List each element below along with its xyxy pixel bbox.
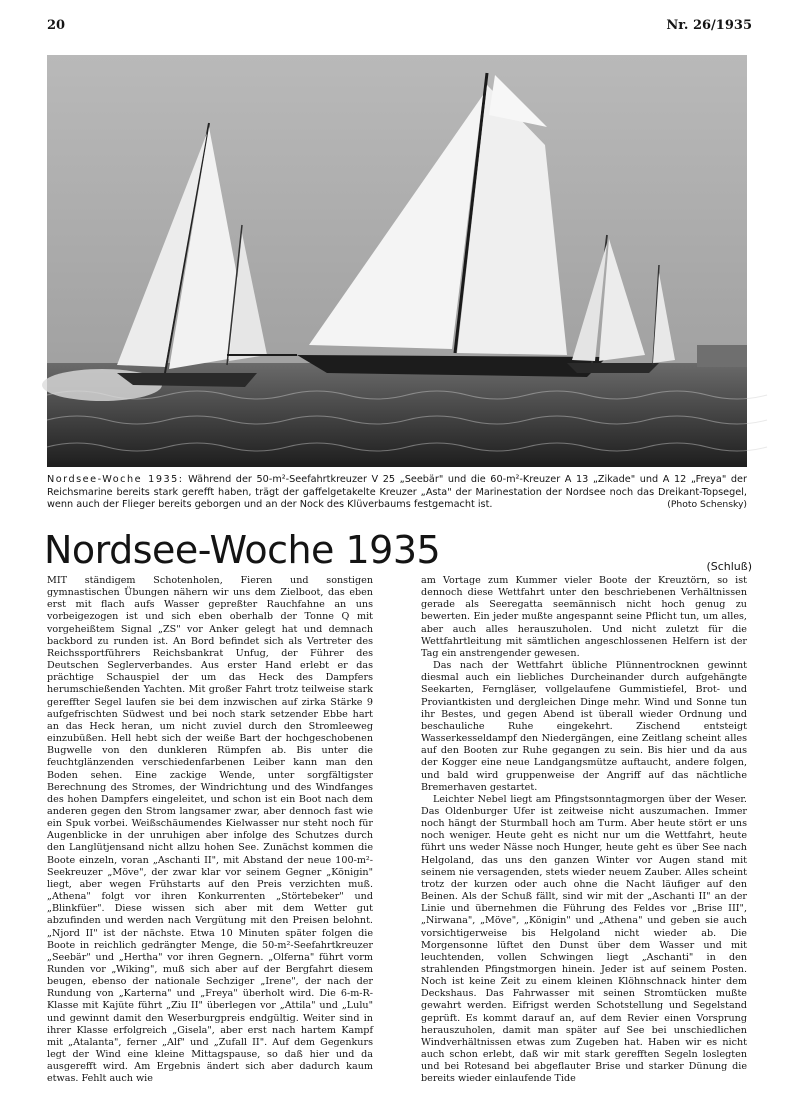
caption-text: Während der 50-m²-Seefahrtkreuzer V 25 „Seebär" und die 60-m²-Kreuzer A 13 „Zikade" und A 12 „Freya" der Reichsmarine bereits stark gerefft haben, trägt der gaffelgetakelte Kreuzer „Asta" der Marinestation der Nordsee noch das Dreikant-Topsegel, wenn auch der Flieger bereits geborgen und an der Nock des Klüverbaums festgemacht ist. — [47, 474, 747, 510]
photo-credit: (Photo Schensky) — [667, 499, 747, 510]
paragraph: Das nach der Wettfahrt übliche Plünnentrocknen gewinnt diesmal auch ein liebliches Durcheinander durch aufgehängte Seekarten, Ferngläser, vollgelaufene Gummistiefel, Brot- und Proviantkisten und dergleichen Dinge mehr. Wind und Sonne tun ihr Bestes, und gegen Abend ist überall wieder Ordnung und beschauliche Ruhe eingekehrt. Zischend entsteigt Wasserkesseldampf den Niedergängen, eine Zeitlang scheint alles auf den Booten zur Ruhe gegangen zu sein. Bis hier und da aus der Kogger eine neue Landgangsmütze auftaucht, andere folgen, und bald wird gruppenweise der Angriff auf das nächtliche Bremerhaven gestartet. — [421, 660, 747, 793]
issue-number: Nr. 26/1935 — [666, 18, 752, 33]
page-number: 20 — [47, 18, 66, 33]
photo-caption — [47, 474, 747, 512]
sailing-yachts-photo — [47, 55, 747, 467]
article-title: Nordsee-Woche 1935 — [44, 528, 441, 572]
article-column-right — [421, 575, 747, 1085]
paragraph: MIT ständigem Schotenholen, Fieren und sonstigen gymnastischen Übungen nähern wir uns dem Zielboot, das eben erst mit flach aufs Wasser gepreßter Rauchfahne an uns vorbeigezogen ist und sich eben oberhalb der Tonne Q mit vorgeheißtem Signal „ZS" vor Anker gelegt hat und demnach backbord zu runden ist. An Bord befindet sich als Vertreter des Reichssportführers Reichsbankrat Unfug, der Führer des Deutschen Seglerverbandes. Aus erster Hand erlebt er das prächtige Schauspiel der um das Heck des Dampfers herumschießenden Yachten. Mit großer Fahrt trotz teilweise stark gereffter Segel laufen sie bei dem inzwischen auf zirka Stärke 9 aufgefrischten Südwest und bei noch stark setzender Ebbe hart an das Heck heran, um nicht zuviel durch den Stromleeweg einzubüßen. Hell hebt sich der weiße Bart der hochgeschobenen Bugwelle von den dunkleren Rümpfen ab. Bis unter die feuchtglänzenden verschiedenfarbenen Leiber kann man den Boden sehen. Eine zackige Wende, unter sorgfältigster Berechnung des Stromes, der Windrichtung und des Windfanges des hohen Dampfers eingeleitet, und schon ist ein Boot nach dem anderen gegen den Strom langsamer zwar, aber dennoch fast wie ein Spuk vorbei. Weißschäumendes Kielwasser nur steht noch für Augenblicke in der unruhigen aber infolge des Schutzes durch den Langlütjensand nicht allzu hohen See. Zunächst kommen die Boote einzeln, voran „Aschanti II", mit Abstand der neue 100-m²-Seekreuzer „Möve", der zwar klar vor seinem Gegner „Königin" liegt, aber wegen Frühstarts auf den Preis verzichten muß. „Athena" folgt vor ihren Konkurrenten „Störtebeker" und „Blinkfüer". Diese wissen sich aber mit dem Wetter gut abzufinden und werden nach Vergütung mit den Preisen belohnt. „Njord II" ist der nächste. Etwa 10 Minuten später folgen die Boote in reichlich gedrängter Menge, die 50-m²-Seefahrtkreuzer „Seebär" und „Hertha" vor ihren Gegnern. „Olferna" führt vorm Runden vor „Wiking", muß sich aber auf der Bergfahrt diesem beugen, ebenso der nationale Sechziger „Irene", der nach der Rundung von „Karterna" und „Freya" überholt wird. Die 6-m-R-Klasse mit Kajüte führt „Ziu II" überlegen vor „Attila" und „Lulu" und gewinnt damit den Weserburgpreis endgültig. Weiter sind in ihrer Klasse erfolgreich „Gisela", aber erst nach hartem Kampf mit „Atalanta", ferner „Alf" und „Zufall II". Auf dem Gegenkurs legt der Wind eine kleine Mittagspause, so daß hier und da ausgerefft wird. Am Ergebnis ändert sich aber dadurch kaum etwas. Fehlt auch wie — [47, 575, 373, 1085]
article-column-left — [47, 575, 373, 1085]
paragraph: am Vortage zum Kummer vieler Boote der Kreuztörn, so ist dennoch diese Wettfahrt unter den beschriebenen Verhältnissen gerade als Seeregatta seemännisch nicht hoch genug zu bewerten. Ein jeder mußte angespannt seine Pflicht tun, um alles, aber auch alles herauszuholen. Und nicht zuletzt für die Wettfahrtleitung mit sämtlichen angeschlossenen Helfern ist der Tag ein anstrengender gewesen. — [421, 575, 747, 659]
article-suffix: (Schluß) — [706, 560, 752, 573]
caption-lead: Nordsee-Woche 1935: — [47, 474, 184, 485]
paragraph: Leichter Nebel liegt am Pfingstsonntagmorgen über der Weser. Das Oldenburger Ufer ist zeitweise nicht auszumachen. Immer noch hängt der Sturmball hoch am Turm. Aber heute stört er uns noch weniger. Heute geht es nicht nur um die Wettfahrt, heute führt uns weder Nässe noch Hunger, heute geht es über See nach Helgoland, das uns den ganzen Winter vor Augen stand mit seinem nie versagenden, stets wieder neuem Zauber. Alles scheint trotz der kurzen oder auch ohne die Nacht läufiger auf den Beinen. Als der Schuß fällt, sind wir mit der „Aschanti II" an der Linie und übernehmen die Führung des Feldes vor „Brise III", „Nirwana", „Möve", „Königin" und „Athena" und geben sie auch vorsichtigerweise bis Helgoland nicht wieder ab. Die Morgensonne lüftet den Dunst über dem Wasser und mit leuchtenden, vollen Schwingen liegt „Aschanti" in den strahlenden Pfingstmorgen hinein. Jeder ist auf seinem Posten. Noch ist keine Zeit zu einem kleinen Klöhnschnack hinter dem Deckshaus. Das Fahrwasser mit seinen Stromtücken mußte gewahrt werden. Eifrigst werden Schotstellung und Segelstand geprüft. Es kommt darauf an, auf dem Revier einen Vorsprung herauszuholen, damit man später auf See bei unschiedlichen Windverhältnissen etwas zum Zugeben hat. Haben wir es nicht auch schon erlebt, daß wir mit stark gerefften Segeln loslegten und bei Rotesand bei abgeflauter Brise und starker Dünung die bereits wieder einlaufende Tide — [421, 793, 747, 1085]
